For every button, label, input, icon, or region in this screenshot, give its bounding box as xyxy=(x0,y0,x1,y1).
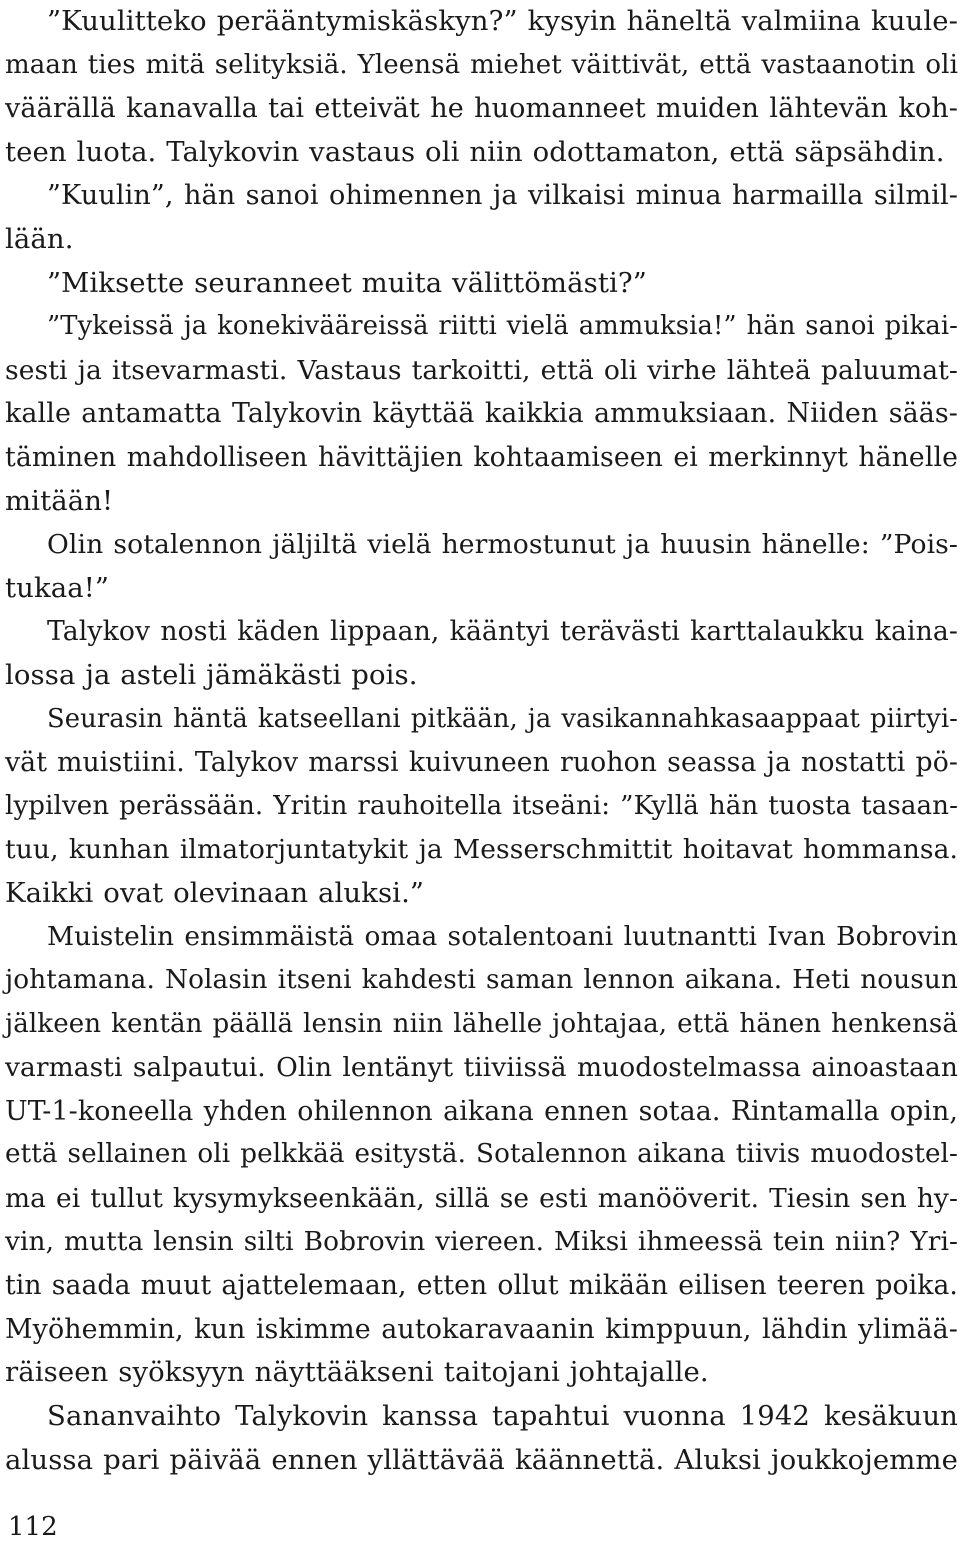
text-line: UT-1-koneella yhden ohilennon aikana ennen sotaa. Rintamalla opin, xyxy=(5,1095,958,1127)
text-line: kalle antamatta Talykovin käyttää kaikkia ammuksiaan. Niiden sääs- xyxy=(5,398,958,430)
text-line: varmasti salpautui. Olin lentänyt tiiviissä muodostelmassa ainoastaan xyxy=(5,1052,958,1084)
text-line: ”Kuulitteko perääntymiskäskyn?” kysyin häneltä valmiina kuule- xyxy=(47,5,958,37)
text-line: Sananvaihto Talykovin kanssa tapahtui vuonna 1942 kesäkuun xyxy=(47,1400,958,1432)
text-line: tukaa!” xyxy=(5,571,110,604)
text-line: sesti ja itsevarmasti. Vastaus tarkoitti, että oli virhe lähteä paluumat- xyxy=(5,354,958,386)
text-line: teen luota. Talykovin vastaus oli niin odottamaton, että säpsähdin. xyxy=(5,135,945,168)
text-line: johtamana. Nolasin itseni kahdesti saman lennon aikana. Heti nousun xyxy=(5,965,958,996)
text-line: ma ei tullut kysymykseenkään, sillä se esti manööverit. Tiesin sen hy- xyxy=(5,1183,958,1215)
text-line: Seurasin häntä katseellani pitkään, ja vasikannahkasaappaat piirtyi- xyxy=(47,703,958,734)
text-line: Olin sotalennon jäljiltä vielä hermostunut ja huusin hänelle: ”Pois- xyxy=(47,529,958,561)
text-line: väärällä kanavalla tai etteivät he huomanneet muiden lähtevän koh- xyxy=(5,93,958,125)
text-line: että sellainen oli pelkkää esitystä. Sotalennon aikana tiivis muodostel- xyxy=(5,1139,958,1170)
text-line: vät muistiini. Talykov marssi kuivuneen ruohon seassa ja nostatti pö- xyxy=(5,747,958,779)
text-line: alussa pari päivää ennen yllättävää käännettä. Aluksi joukkojemme xyxy=(5,1443,958,1476)
text-line: lään. xyxy=(5,222,74,255)
text-line: ”Tykeissä ja konekivääreissä riitti vielä ammuksia!” hän sanoi pikai- xyxy=(47,311,958,342)
text-line: mitään! xyxy=(5,484,114,517)
text-line: räiseen syöksyyn näyttääkseni taitojani johtajalle. xyxy=(5,1356,709,1389)
text-line: ”Miksette seuranneet muita välittömästi?” xyxy=(47,266,647,299)
text-line: täminen mahdolliseen hävittäjien kohtaamiseen ei merkinnyt hänelle xyxy=(5,441,958,473)
text-line: ”Kuulin”, hän sanoi ohimennen ja vilkaisi minua harmailla silmil- xyxy=(47,180,958,212)
text-line: vin, mutta lensin silti Bobrovin viereen. Miksi ihmeessä tein niin? Yri- xyxy=(5,1226,958,1257)
text-line: lossa ja asteli jämäkästi pois. xyxy=(5,658,418,691)
text-line: jälkeen kentän päällä lensin niin lähelle johtajaa, että hänen henkensä xyxy=(5,1008,958,1039)
text-line: Muistelin ensimmäistä omaa sotalentoani luutnantti Ivan Bobrovin xyxy=(47,921,958,953)
text-line: tin saada muut ajattelemaan, etten ollut mikään eilisen teeren poika. xyxy=(5,1270,958,1302)
text-line: tuu, kunhan ilmatorjuntatykit ja Messerschmittit hoitavat hommansa. xyxy=(5,834,958,866)
page-number: 112 xyxy=(8,1512,58,1542)
body-text xyxy=(5,0,958,1482)
text-line: Myöhemmin, kun iskimme autokaravaanin kimppuun, lähdin ylimää- xyxy=(5,1313,958,1345)
text-line: Kaikki ovat olevinaan aluksi.” xyxy=(5,876,425,909)
text-line: Talykov nosti käden lippaan, kääntyi terävästi karttalaukku kaina- xyxy=(47,616,958,648)
text-line: maan ties mitä selityksiä. Yleensä miehet väittivät, että vastaanotin oli xyxy=(5,49,958,80)
text-line: lypilven perässään. Yritin rauhoitella itseäni: ”Kyllä hän tuosta tasaan- xyxy=(5,790,958,821)
